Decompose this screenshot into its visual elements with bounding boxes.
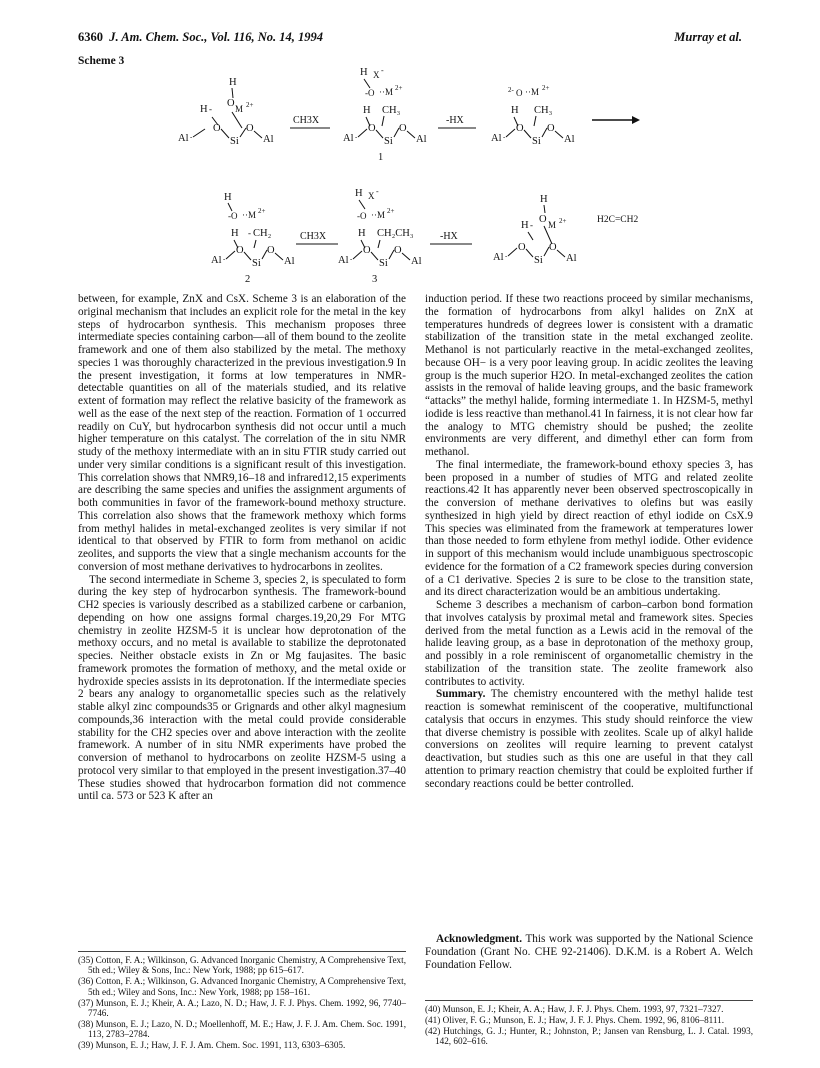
svg-text:··M: ··M [371, 210, 385, 220]
svg-text:Al: Al [338, 255, 349, 266]
species-3-label: 3 [372, 274, 378, 285]
reagent-label: -HX [440, 231, 458, 242]
scheme-3-diagram [0, 0, 820, 290]
reference-item: (40) Munson, E. J.; Kheir, A. A.; Haw, J. F. J. Phys. Chem. 1993, 97, 7321–7327. [425, 1004, 724, 1014]
acknowledgment-heading: Acknowledgment. [436, 933, 523, 945]
svg-text:Al: Al [343, 133, 354, 144]
svg-text:O: O [516, 123, 524, 134]
svg-text:2-: 2- [508, 86, 514, 94]
svg-text:H: H [360, 67, 368, 78]
summary-heading: Summary. [436, 688, 486, 701]
left-column [78, 293, 406, 803]
reference-item: (42) Hutchings, G. J.; Hunter, R.; Johnston, P.; Jansen van Rensburg, L. J. Catal. 1993, 142, 602–616. [425, 1025, 753, 1047]
references-left [78, 951, 406, 1051]
structure-regenerated [493, 194, 577, 266]
svg-text:H: H [358, 228, 366, 239]
svg-text:X: X [368, 191, 375, 201]
svg-text:Al: Al [211, 255, 222, 266]
structure-3 [338, 187, 422, 285]
species-1-label: 1 [378, 152, 384, 163]
svg-text:-: - [355, 133, 358, 141]
page-number: 6360 [78, 30, 103, 44]
summary-paragraph [425, 688, 753, 790]
svg-text:CH₂CH₃: CH₂CH₃ [377, 228, 414, 239]
svg-text:2+: 2+ [395, 84, 403, 92]
reagent-label: CH3X [300, 231, 327, 242]
svg-text:Al: Al [566, 253, 577, 264]
svg-text:O: O [516, 88, 523, 98]
svg-text:Al: Al [284, 256, 295, 267]
svg-text:H: H [231, 228, 239, 239]
body-paragraph: between, for example, ZnX and CsX. Scheme 3 is an elaboration of the original mechanism that includes an explicit role for the metal in the key steps of hydrocarbon synthesis. This mechanism proposes three intermediate species containing carbon—all of them bound to the zeolite framework and one of them also stabilized by the metal. The methoxy species 1 was thoroughly characterized in the previous investigation.9 In the present investigation, it forms at low temperatures in NMR-detectable quantities on all of the materials studied, and its relative extent of formation may reflect the relative basicity of the framework as well as the ease of the next step of the reaction. Formation of 1 occurred readily on CuY, but hydrocarbon synthesis did not occur until a much higher temperature on this catalyst. The correlation of the in situ NMR study of the methoxy intermediate with an in situ FTIR study carried out under very similar conditions is a significant result of this investigation. This correlation shows that NMR9,16–18 and infrared12,15 experiments are describing the same species and unifies the assignment arguments of both communities in favor of the framework-bound methoxy structure. This correlation also shows that the framework methoxy which forms from methyl halides in metal-exchanged zeolites is very similar if not identical to that observed by FTIR to form from methanol on acidic zeolites, and supports the view that a single mechanism accounts for the conversion of most methane derivatives to hydrocarbons in zeolites. [78, 293, 406, 573]
body-paragraph: Scheme 3 describes a mechanism of carbon–carbon bond formation that involves catalysis by proximal metal and framework sites. Species derived from the metal function as a Lewis acid in the removal of the halide leaving group, as a base in deprotonation of the methoxy group, and possibly in a role reminiscent of organometallic chemistry in the stabilization of the transition state. The zeolite framework also contributes to activity. [425, 599, 753, 688]
svg-text:··M: ··M [242, 210, 256, 220]
reagent-label: CH3X [293, 115, 320, 126]
svg-text:Al: Al [493, 252, 504, 263]
header-authors: Murray et al. [674, 30, 742, 44]
reference-item: (37) Munson, E. J.; Kheir, A. A.; Lazo, N. D.; Haw, J. F. J. Phys. Chem. 1992, 96, 7740–7746. [78, 997, 406, 1019]
svg-text:H: H [511, 105, 519, 116]
svg-text:H: H [540, 194, 548, 205]
svg-text:O: O [213, 123, 221, 134]
svg-text:CH₃: CH₃ [534, 105, 553, 116]
body-paragraph: The final intermediate, the framework-bound ethoxy species 3, has been proposed in a number of studies of MTG and related zeolite reactions.42 It has apparently never been observed spectroscopically in the conversion of methane derivatives to olefins but was easily synthesized in high yield by direct reaction of ethyl iodide on CsX.9 This species was eliminated from the framework at temperatures lower than those needed to form ethylene from methyl iodide. Other evidence in support of this mechanism would include unambiguous spectroscopic evidence for the formation of a C2 framework species during conversion of a C1 derivative. Species 2 is sure to be close to the transition state, and its direct characterization would be an ambitious undertaking. [425, 458, 753, 599]
svg-text:Si: Si [534, 255, 543, 266]
svg-text:2+: 2+ [246, 101, 254, 109]
svg-text:H: H [521, 220, 529, 231]
reference-item: (39) Munson, E. J.; Haw, J. F. J. Am. Chem. Soc. 1991, 113, 6303–6305. [78, 1040, 346, 1051]
svg-text:O: O [267, 245, 275, 256]
svg-text:-: - [381, 66, 384, 75]
svg-text:H: H [363, 105, 371, 116]
structure-start [178, 77, 274, 147]
svg-text:O: O [236, 245, 244, 256]
svg-text:O: O [363, 245, 371, 256]
svg-text:-: - [530, 220, 533, 230]
svg-text:CH₃: CH₃ [382, 105, 401, 116]
structure-metal-hydroxide [491, 84, 575, 147]
svg-text:Al: Al [411, 256, 422, 267]
acknowledgment-text: This work was supported by the National Science Foundation (Grant No. CHE 92-21406). D.K.M. is a Robert A. Welch Foundation Fellow. [425, 933, 753, 971]
reference-item: (38) Munson, E. J.; Lazo, N. D.; Moellenhoff, M. E.; Haw, J. F. J. Am. Chem. Soc. 1991, 113, 2783–2784. [78, 1018, 406, 1040]
ethylene-product: H2C=CH2 [597, 215, 639, 225]
svg-text:CH₂: CH₂ [253, 228, 272, 239]
svg-text:Si: Si [384, 136, 393, 147]
references-right [425, 1000, 753, 1047]
body-paragraph: induction period. If these two reactions proceed by similar mechanisms, the formation of hydrocarbons from alkyl halides on ZnX at temperatures hundreds of degrees lower is consistent with a dramatic stabilization of the transition state in the metal exchanged zeolite. Methanol is not particularly reactive in the metal-exchanged zeolites, because OH− is a very poor leaving group. In acidic zeolites the leaving group is the much superior H2O. In metal-exchanged zeolites the cation assists in the removal of halide leaving groups, and the basic framework “attacks” the methyl halide, forming intermediate 1. In HZSM-5, methyl iodide is less reactive than methanol.41 In fairness, it is not clear how far the analogy to MTG chemistry should be pushed; the zeolite environments are very different, and dimethyl ether can form from methanol. [425, 293, 753, 458]
svg-text:-O: -O [228, 211, 238, 221]
reference-item: (36) Cotton, F. A.; Wilkinson, G. Advanced Inorganic Chemistry, A Comprehensive Text, 5th ed.; Wiley and Sons, Inc.: New York, 1988; pp 158–161. [78, 976, 406, 997]
reagent-label: -HX [446, 115, 464, 126]
reference-item: (35) Cotton, F. A.; Wilkinson, G. Advanced Inorganic Chemistry, A Comprehensive Text, 5th ed.; Wiley & Sons, Inc.: New York, 1988; pp 615–617. [78, 955, 406, 976]
journal-citation: J. Am. Chem. Soc., Vol. 116, No. 14, 1994 [109, 30, 324, 44]
svg-text:Si: Si [230, 136, 239, 147]
svg-text:Al: Al [178, 133, 189, 144]
svg-text:-O: -O [357, 211, 367, 221]
summary-text: The chemistry encountered with the methyl halide test reaction is somewhat reminiscent of the cooperative, multifunctional catalysis that occurs in enzymes. This study should reinforce the view that diverse chemistry is possible with zeolites. Scale up of alkyl halide conversions on zeolites will require learning to prevent catalyst deactivation, but studies such as this one are useful in that they call attention to primary reaction chemistry that could be exploited further if secondary reactions could be better controlled. [425, 688, 753, 790]
svg-text:X: X [373, 70, 380, 80]
svg-text:Si: Si [379, 258, 388, 269]
svg-text:O: O [394, 245, 402, 256]
svg-text:Al: Al [564, 134, 575, 145]
svg-text:M: M [235, 104, 244, 114]
svg-text:O: O [547, 123, 555, 134]
svg-text:-: - [503, 133, 506, 141]
svg-text:Al: Al [263, 134, 274, 145]
svg-text:O: O [549, 242, 557, 253]
svg-text:H: H [224, 192, 232, 203]
body-paragraph: The second intermediate in Scheme 3, species 2, is speculated to form during the key step of hydrocarbon synthesis. The framework-bound CH2 species is variously described as a stabilized carbene or carbanion, depending on how one assigns formal charges.19,20,29 For MTG chemistry in zeolite HZSM-5 it is unclear how deprotonation of the methoxy occurs, and no metal is available to stabilize the deprotonated species. Neither obstacle exists in Zn or Mg faujasites. The basic framework promotes the formation of methoxy, and the metal oxide or hydroxide species assists in its deprotonation. If the intermediate species 2 bears any analogy to organometallic species such as the relatively stable alkyl zinc compounds35 or Grignards and other alkyl magnesium compounds,36 interaction with the metal could provide considerable stability for the CH2 species over and above interaction with the zeolite framework. A number of in situ NMR experiments have probed the conversion of methanol to hydrocarbons on zeolite HZSM-5 using a protocol very similar to that employed in the present investigation.37–40 These studies showed that hydrocarbon formation did not commence until ca. 573 or 523 K after an [78, 573, 406, 803]
svg-text:Al: Al [416, 134, 427, 145]
svg-text:··M: ··M [379, 87, 393, 97]
svg-text:H: H [200, 104, 208, 115]
svg-text:2+: 2+ [258, 207, 266, 215]
svg-text:-: - [190, 133, 193, 141]
svg-text:M: M [548, 220, 557, 230]
svg-text:Si: Si [532, 136, 541, 147]
svg-text:O: O [246, 123, 254, 134]
svg-text:··M: ··M [525, 87, 539, 97]
svg-text:-: - [505, 252, 508, 260]
structure-2 [211, 192, 295, 285]
svg-text:Si: Si [252, 258, 261, 269]
svg-text:-: - [376, 187, 379, 196]
svg-text:H: H [229, 77, 237, 88]
species-2-label: 2 [245, 274, 251, 285]
svg-text:O: O [368, 123, 376, 134]
svg-text:O: O [227, 98, 235, 109]
svg-text:Al: Al [491, 133, 502, 144]
svg-text:-: - [223, 255, 226, 263]
structure-1 [343, 66, 427, 163]
svg-text:O: O [518, 242, 526, 253]
svg-text:-: - [248, 228, 251, 238]
svg-text:-: - [350, 255, 353, 263]
acknowledgment [425, 933, 753, 971]
scheme-label: Scheme 3 [78, 55, 125, 67]
reference-item: (41) Oliver, F. G.; Munson, E. J.; Haw, J. F. J. Phys. Chem. 1992, 96, 8106–8111. [425, 1014, 725, 1025]
svg-text:-O: -O [365, 88, 375, 98]
svg-text:-: - [209, 104, 212, 114]
right-column [425, 293, 753, 790]
svg-text:2+: 2+ [542, 84, 550, 92]
svg-text:O: O [399, 123, 407, 134]
svg-text:H: H [355, 188, 363, 199]
svg-text:2+: 2+ [387, 207, 395, 215]
svg-text:2+: 2+ [559, 217, 567, 225]
svg-text:O: O [539, 214, 547, 225]
